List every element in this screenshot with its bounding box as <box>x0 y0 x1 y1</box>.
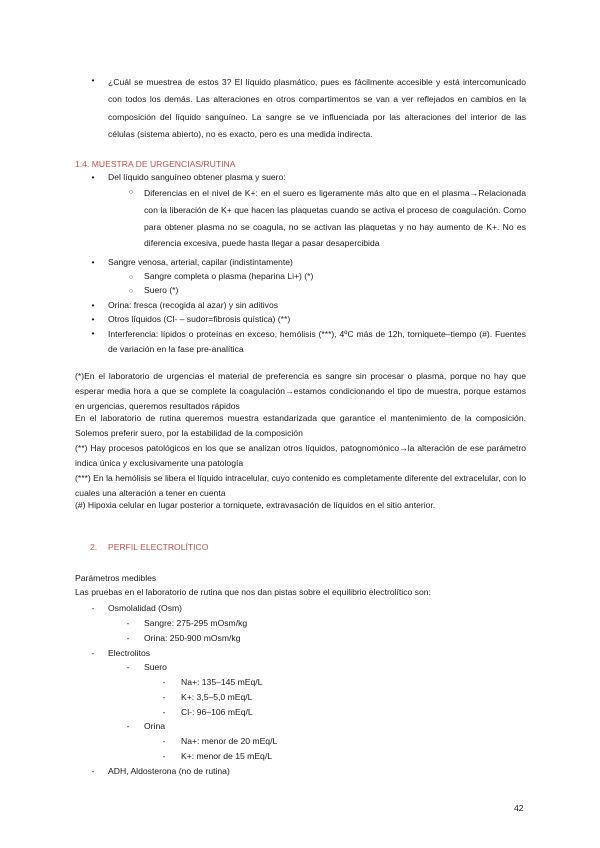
section-heading-urgencias: 1.4. MUESTRA DE URGENCIAS/RUTINA <box>75 159 236 169</box>
circle-bullet-icon: ○ <box>128 288 134 295</box>
page-number: 42 <box>514 803 524 813</box>
note-paragraph: (**) Hay procesos patológicos en los que se analizan otros líquidos, patognomónico→la alteración de ese parámetro indica única y exclusivamente una patología <box>75 443 526 468</box>
list-item: Otros líquidos (Cl- – sudor=fibrosis quística) (**) <box>108 314 291 324</box>
bullet-icon: • <box>91 300 95 310</box>
note-paragraph: (***) En la hemólisis se libera el líquido intracelular, cuyo contenido es completamente diferente del extracelular, con lo cuales una alteración a tener en cuenta <box>75 473 526 498</box>
bullet-icon: • <box>91 172 95 182</box>
list-item: Sangre venosa, arterial, capilar (indistintamente) <box>108 257 293 267</box>
list-item: Del líquido sanguíneo obtener plasma y suero: <box>108 172 286 182</box>
bullet-icon: • <box>91 314 95 324</box>
sub-list-item: Diferencias en el nivel de K+: en el suero es ligeramente más alto que en el plasma→Relacionada con la liberación de K+ que hacen las plaquetas cuando se activa el proceso de coagulación. Como para obtener plasma no se coagula, no se activan las plaquetas y no hay aumento de K+. No es diferencia excesiva, puede hasta llegar a pasar desapercibida <box>144 188 526 249</box>
note-paragraph: (#) Hipoxia celular en lugar posterior a torniquete, extravasación de líquidos en el sitio anterior. <box>75 500 436 510</box>
dash-bullet-icon: - <box>162 677 166 687</box>
circle-bullet-icon: ○ <box>128 189 134 196</box>
list-item: Osmolalidad (Osm) <box>108 603 183 613</box>
dash-bullet-icon: - <box>126 633 130 643</box>
subheading: Parámetros medibles <box>75 573 157 583</box>
dash-bullet-icon: - <box>162 692 166 702</box>
sub-list-item: Suero <box>144 662 167 672</box>
dash-bullet-icon: - <box>126 721 130 731</box>
sub-sub-list-item: K+: menor de 15 mEq/L <box>181 751 273 761</box>
list-item: Interferencia: lípidos o proteínas en exceso, hemólisis (***), 4ºC más de 12h, torniquete–tiempo (#). Fuentes de variación en la fase pre-analítica <box>108 329 526 354</box>
dash-bullet-icon: - <box>126 618 130 628</box>
bullet-icon: • <box>91 328 95 338</box>
intro-paragraph: ¿Cuál se muestrea de estos 3? El líquido plasmático, pues es fácilmente accesible y está intercomunicado con todos los demás. Las alteraciones en otros compartimentos se van a ver reflejados en cambios en la composición del líquido sanguíneo. La sangre se ve influenciada por las alteraciones del interior de las células (sistema abierto), no es exacto, pero es una medida indirecta. <box>108 77 526 139</box>
dash-bullet-icon: - <box>162 751 166 761</box>
sub-list-item: Sangre completa o plasma (heparina Li+) (*) <box>144 271 314 281</box>
sub-list-item: Orina <box>144 721 166 731</box>
sub-sub-list-item: K+: 3,5–5,0 mEq/L <box>181 692 253 702</box>
sub-sub-list-item: Na+: menor de 20 mEq/L <box>181 736 278 746</box>
sub-sub-list-item: Na+: 135–145 mEq/L <box>181 677 263 687</box>
dash-bullet-icon: - <box>91 648 95 658</box>
sub-list-item: Suero (*) <box>144 285 179 295</box>
intro-sentence: Las pruebas en el laboratorio de rutina que nos dan pistas sobre el equilibrio electrolítico son: <box>75 587 431 597</box>
dash-bullet-icon: - <box>126 662 130 672</box>
note-paragraph: (*)En el laboratorio de urgencias el material de preferencia es sangre sin procesar o plasma, porque no hay que esperar media hora a que se complete la coagulación→estamos condicionando el tipo de muestra, porque estamos en urgencias, queremos resultados rápidos <box>75 371 526 411</box>
list-item: ADH, Aldosterona (no de rutina) <box>108 766 230 776</box>
dash-bullet-icon: - <box>91 603 95 613</box>
section-number: 2. <box>90 542 98 552</box>
section-heading-perfil: PERFIL ELECTROLÍTICO <box>108 542 209 552</box>
bullet-icon: • <box>91 75 95 85</box>
bullet-icon: • <box>91 257 95 267</box>
dash-bullet-icon: - <box>162 736 166 746</box>
sub-list-item: Orina: 250-900 mOsm/kg <box>144 633 241 643</box>
sub-list-item: Sangre: 275-295 mOsm/kg <box>144 618 248 628</box>
dash-bullet-icon: - <box>91 766 95 776</box>
circle-bullet-icon: ○ <box>128 274 134 281</box>
note-paragraph: En el laboratorio de rutina queremos muestra estandarizada que garantice el mantenimiento de la composición. Solemos preferir suero, por la estabilidad de la composición <box>75 413 526 438</box>
sub-sub-list-item: Cl-: 96–106 mEq/L <box>181 707 253 717</box>
list-item: Electrolitos <box>108 648 151 658</box>
list-item: Orina: fresca (recogida al azar) y sin aditivos <box>108 300 279 310</box>
dash-bullet-icon: - <box>162 707 166 717</box>
